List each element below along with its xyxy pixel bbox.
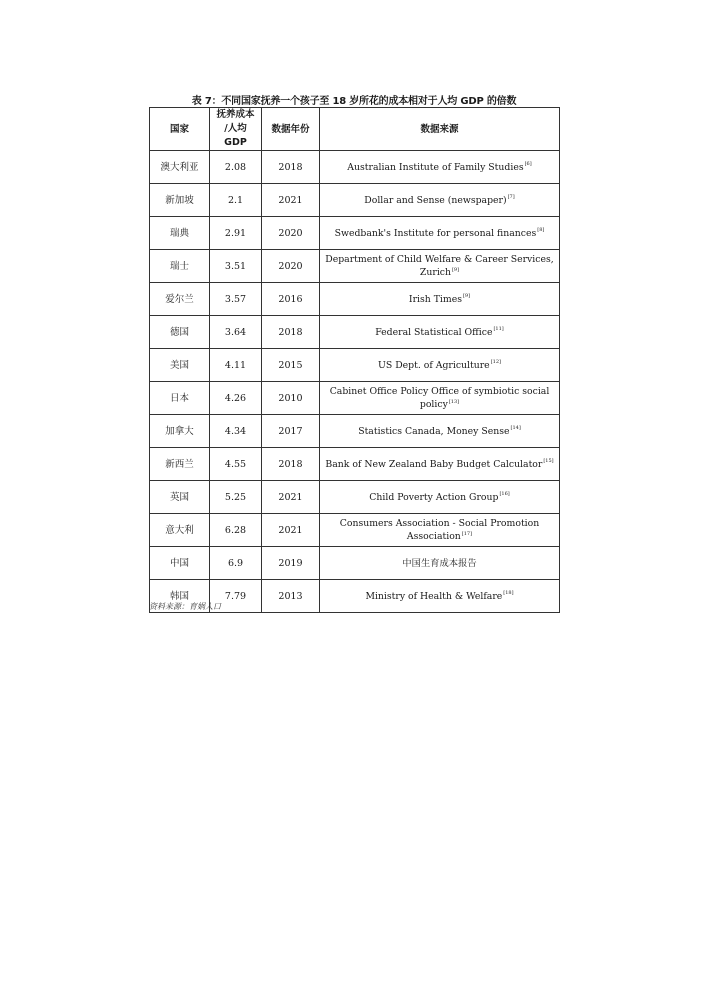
cell-ratio: 4.26: [210, 382, 262, 415]
cell-country: 加拿大: [150, 415, 210, 448]
source-text: Statistics Canada, Money Sense: [358, 425, 510, 437]
table-caption: 表 7：不同国家抚养一个孩子至 18 岁所花的成本相对于人均 GDP 的倍数: [191, 96, 517, 107]
reference-marker: [11]: [493, 326, 504, 333]
table-row: [150, 514, 560, 547]
cell-country: 瑞士: [150, 250, 210, 283]
source-text: Ministry of Health & Welfare: [365, 590, 503, 602]
cell-year: 2010: [262, 382, 320, 415]
header-country: 国家: [150, 108, 210, 151]
cell-country: 新西兰: [150, 448, 210, 481]
cell-source: [320, 217, 560, 250]
table-row: [150, 415, 560, 448]
source-text: Bank of New Zealand Baby Budget Calculator: [325, 458, 543, 470]
cell-source: [320, 151, 560, 184]
source-text: Irish Times: [408, 293, 462, 305]
cell-year: 2019: [262, 547, 320, 580]
reference-marker: [15]: [543, 458, 554, 465]
cell-year: 2016: [262, 283, 320, 316]
cell-source: [320, 448, 560, 481]
cell-ratio: 3.64: [210, 316, 262, 349]
cell-ratio: 4.55: [210, 448, 262, 481]
source-text: Federal Statistical Office: [375, 326, 493, 338]
cell-country: 英国: [150, 481, 210, 514]
header-cost-line1: 抚养成本: [216, 109, 255, 120]
header-cost-ratio: [210, 108, 262, 151]
cell-year: 2020: [262, 217, 320, 250]
cell-source: [320, 184, 560, 217]
table-row: [150, 151, 560, 184]
header-source: 数据来源: [320, 108, 560, 151]
source-text: Cabinet Office Policy Office of symbiotic social policy: [329, 386, 550, 410]
table-header-row: [150, 108, 560, 151]
cell-country: 日本: [150, 382, 210, 415]
header-cost-line2: /人均 GDP: [224, 123, 247, 148]
cell-year: 2021: [262, 481, 320, 514]
cell-country: 瑞典: [150, 217, 210, 250]
reference-marker: [7]: [507, 194, 515, 201]
cell-source: [320, 547, 560, 580]
reference-marker: [13]: [448, 398, 460, 405]
cell-ratio: 6.9: [210, 547, 262, 580]
source-text: Dollar and Sense (newspaper): [364, 194, 507, 206]
cell-country: 韩国: [150, 580, 210, 613]
cell-year: 2021: [262, 184, 320, 217]
cell-country: 德国: [150, 316, 210, 349]
cell-country: 澳大利亚: [150, 151, 210, 184]
table-row: [150, 250, 560, 283]
cell-ratio: 3.51: [210, 250, 262, 283]
cell-source: [320, 349, 560, 382]
reference-marker: [16]: [499, 491, 510, 498]
cell-country: 中国: [150, 547, 210, 580]
reference-marker: [14]: [510, 425, 521, 432]
cell-year: 2015: [262, 349, 320, 382]
header-year: 数据年份: [262, 108, 320, 151]
table-body: [150, 151, 560, 613]
cell-year: 2021: [262, 514, 320, 547]
cell-year: 2018: [262, 151, 320, 184]
source-text: US Dept. of Agriculture: [378, 359, 490, 371]
source-text: Department of Child Welfare & Career Services, Zurich: [325, 254, 554, 278]
cell-ratio: 2.91: [210, 217, 262, 250]
source-text: Consumers Association - Social Promotion Association: [339, 518, 540, 542]
cell-source: [320, 481, 560, 514]
reference-marker: [17]: [461, 530, 473, 537]
cell-ratio: 4.11: [210, 349, 262, 382]
cell-country: 新加坡: [150, 184, 210, 217]
cell-year: 2013: [262, 580, 320, 613]
table-row: [150, 481, 560, 514]
table-row: [150, 349, 560, 382]
cell-country: 爱尔兰: [150, 283, 210, 316]
cell-source: [320, 382, 560, 415]
cell-country: 意大利: [150, 514, 210, 547]
table-row: [150, 448, 560, 481]
cell-year: 2020: [262, 250, 320, 283]
cell-ratio: 2.08: [210, 151, 262, 184]
cell-source: [320, 316, 560, 349]
reference-marker: [6]: [524, 161, 532, 168]
cell-year: 2017: [262, 415, 320, 448]
reference-marker: [18]: [503, 590, 514, 597]
cell-country: 美国: [150, 349, 210, 382]
cost-ratio-table: [149, 107, 560, 613]
table-row: [150, 217, 560, 250]
table-row: [150, 184, 560, 217]
source-text: Australian Institute of Family Studies: [347, 161, 524, 173]
cell-source: [320, 250, 560, 283]
cell-source: [320, 580, 560, 613]
source-text: Swedbank's Institute for personal finances: [334, 227, 537, 239]
table-row: [150, 382, 560, 415]
cell-ratio: 7.79: [210, 580, 262, 613]
source-footnote: 资料来源：育娲人口: [149, 602, 221, 611]
cell-source: [320, 514, 560, 547]
cell-ratio: 6.28: [210, 514, 262, 547]
source-text: 中国生育成本报告: [402, 557, 477, 569]
table-row: [150, 283, 560, 316]
cell-ratio: 3.57: [210, 283, 262, 316]
reference-marker: [8]: [537, 227, 545, 234]
source-text: Child Poverty Action Group: [369, 491, 499, 503]
cell-ratio: 5.25: [210, 481, 262, 514]
reference-marker: [9]: [451, 266, 460, 273]
cell-source: [320, 415, 560, 448]
table-row: [150, 547, 560, 580]
cell-year: 2018: [262, 448, 320, 481]
reference-marker: [12]: [490, 359, 501, 366]
cell-ratio: 4.34: [210, 415, 262, 448]
cell-year: 2018: [262, 316, 320, 349]
cell-ratio: 2.1: [210, 184, 262, 217]
table-row: [150, 316, 560, 349]
reference-marker: [9]: [462, 293, 471, 300]
cell-source: [320, 283, 560, 316]
